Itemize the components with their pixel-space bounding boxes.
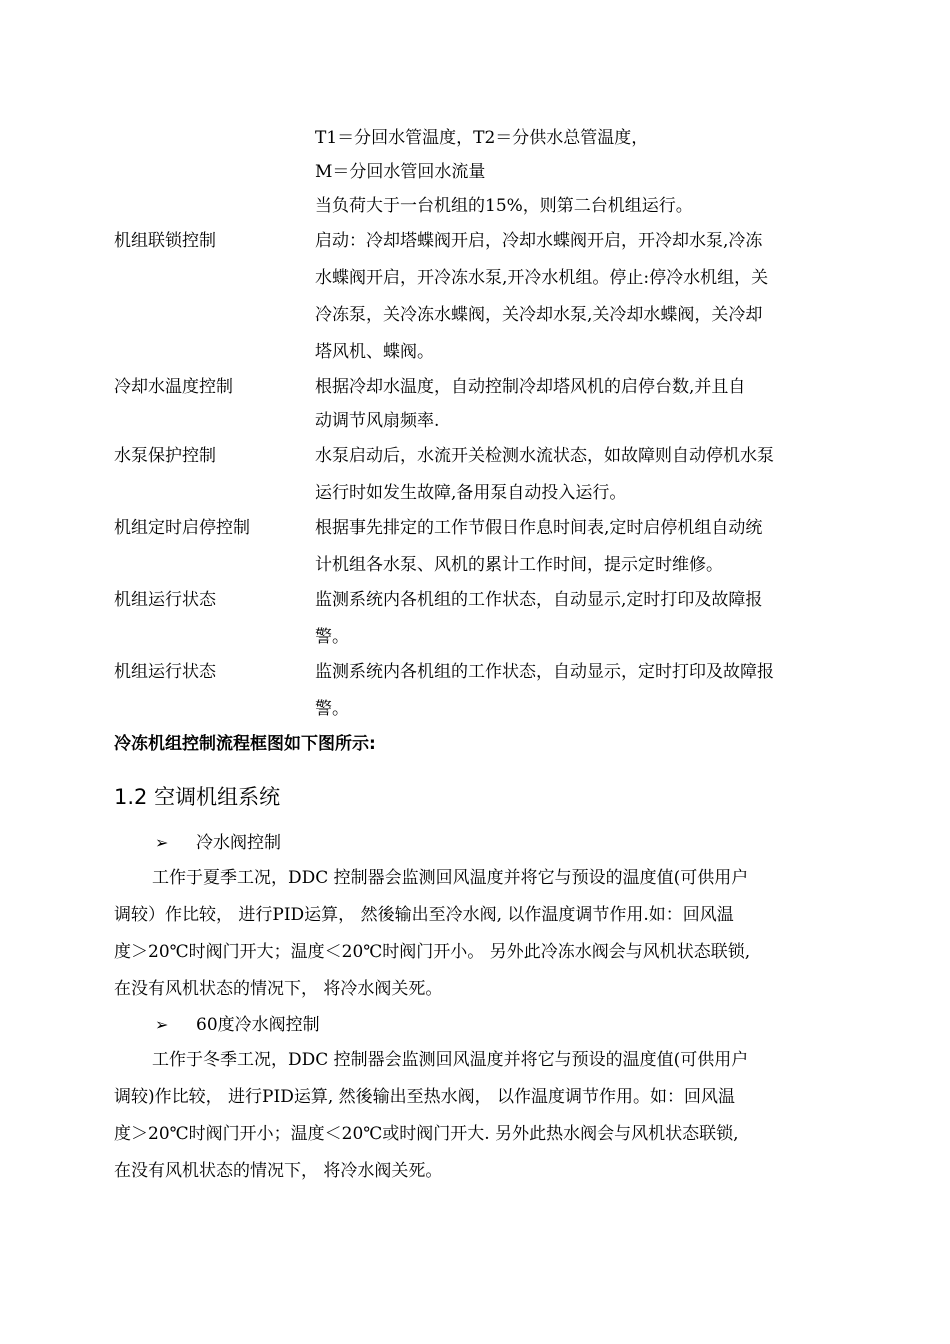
bullet-arrow-icon: ➢ xyxy=(155,1015,169,1034)
subsection-title-cold-valve: 冷水阀控制 xyxy=(196,833,281,853)
row-label-cooling-water-temp: 冷却水温度控制 xyxy=(114,377,233,397)
para-summer-line-4: 在没有风机状态的情况下， 将冷水阀关死。 xyxy=(114,979,443,999)
row-label-run-status-a: 机组运行状态 xyxy=(114,590,216,610)
row-text-timed-start-stop-2: 计机组各水泵、风机的累计工作时间，提示定时维修。 xyxy=(315,555,723,575)
row-text-timed-start-stop-1: 根据事先排定的工作节假日作息时间表,定时启停机组自动统 xyxy=(315,518,763,538)
row-text-run-status-a-1: 监测系统内各机组的工作状态，自动显示,定时打印及故障报 xyxy=(315,590,763,610)
bullet-arrow-icon: ➢ xyxy=(155,833,169,852)
para-winter-line-2: 调较)作比较， 进行PID运算, 然後输出至热水阀， 以作温度调节作用。如：回风温 xyxy=(114,1087,736,1107)
row-text-interlock-2: 水蝶阀开启，开冷冻水泵,开冷水机组。停止:停冷水机组，关 xyxy=(315,268,769,288)
row-text-run-status-a-2: 警。 xyxy=(315,627,349,647)
row-label-pump-protection: 水泵保护控制 xyxy=(114,446,216,466)
row-text-interlock-4: 塔风机、蝶阀。 xyxy=(315,342,434,362)
para-winter-line-4: 在没有风机状态的情况下， 将冷水阀关死。 xyxy=(114,1161,443,1181)
row-text-cooling-water-temp-1: 根据冷却水温度，自动控制冷却塔风机的启停台数,并且自 xyxy=(315,377,746,397)
formula-line-1: T1＝分回水管温度，T2＝分供水总管温度， xyxy=(315,128,649,148)
row-text-interlock-1: 启动：冷却塔蝶阀开启，冷却水蝶阀开启，开冷却水泵,冷冻 xyxy=(315,231,763,251)
para-summer-line-3: 度＞20℃时阀门开大；温度＜20℃时阀门开小。 另外此冷冻水阀会与风机状态联锁, xyxy=(114,942,751,962)
formula-line-2: M＝分回水管回水流量 xyxy=(315,162,486,182)
row-label-timed-start-stop: 机组定时启停控制 xyxy=(114,518,250,538)
row-text-pump-protection-1: 水泵启动后，水流开关检测水流状态，如故障则自动停机水泵 xyxy=(315,446,774,466)
section-title: 1.2 空调机组系统 xyxy=(114,785,281,809)
para-summer-line-2: 调较）作比较， 进行PID运算， 然後输出至冷水阀, 以作温度调节作用.如：回风温 xyxy=(114,905,734,925)
subsection-title-60deg-valve: 60度冷水阀控制 xyxy=(196,1015,320,1035)
para-winter-line-3: 度＞20℃时阀门开小；温度＜20℃或时阀门开大. 另外此热水阀会与风机状态联锁, xyxy=(114,1124,739,1144)
flowchart-caption: 冷冻机组控制流程框图如下图所示: xyxy=(114,734,376,754)
para-winter-line-1: 工作于冬季工况，DDC 控制器会监测回风温度并将它与预设的温度值(可供用户 xyxy=(152,1050,749,1070)
row-label-interlock: 机组联锁控制 xyxy=(114,231,216,251)
row-text-run-status-b-1: 监测系统内各机组的工作状态，自动显示，定时打印及故障报 xyxy=(315,662,774,682)
para-summer-line-1: 工作于夏季工况，DDC 控制器会监测回风温度并将它与预设的温度值(可供用户 xyxy=(152,868,749,888)
row-text-run-status-b-2: 警。 xyxy=(315,699,349,719)
row-text-pump-protection-2: 运行时如发生故障,备用泵自动投入运行。 xyxy=(315,483,627,503)
row-text-cooling-water-temp-2: 动调节风扇频率. xyxy=(315,411,440,431)
row-text-interlock-3: 冷冻泵，关冷冻水蝶阀，关冷却水泵,关冷却水蝶阀，关冷却 xyxy=(315,305,763,325)
row-label-run-status-b: 机组运行状态 xyxy=(114,662,216,682)
load-condition-line: 当负荷大于一台机组的15%，则第二台机组运行。 xyxy=(315,196,693,216)
